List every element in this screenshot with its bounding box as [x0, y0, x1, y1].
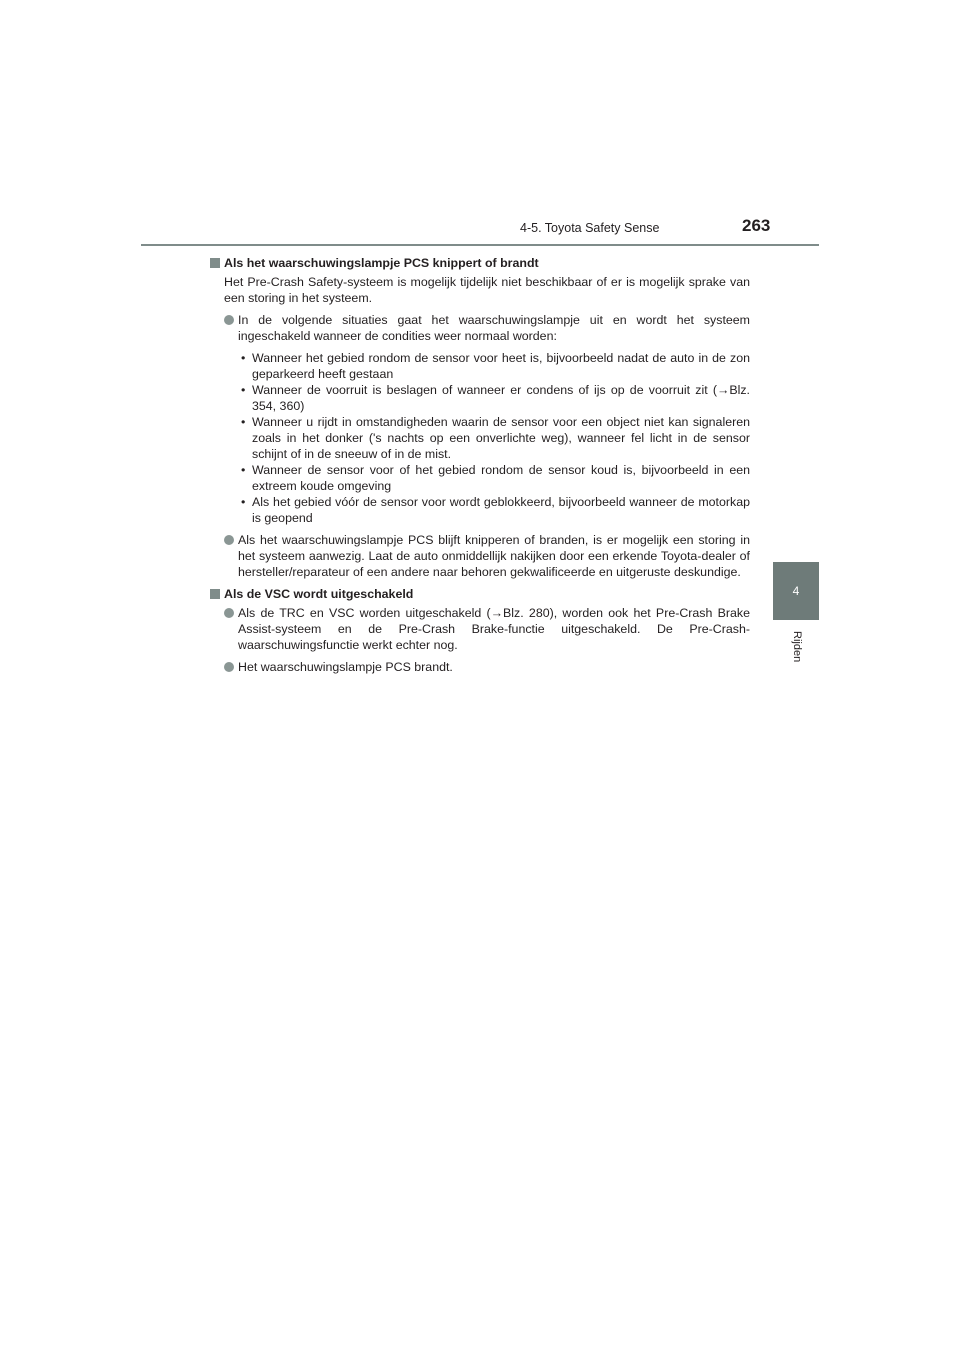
- section-heading: Als de VSC wordt uitgeschakeld: [210, 586, 750, 602]
- chapter-tab: [773, 562, 819, 620]
- sub-list: [210, 350, 750, 526]
- dot-bullet-icon: •: [241, 415, 246, 429]
- dot-bullet-icon: •: [241, 495, 246, 509]
- dot-bullet-icon: •: [241, 383, 246, 397]
- list-item: Het waarschuwingslampje PCS brandt.: [210, 659, 750, 675]
- circle-bullet-icon: [224, 662, 234, 672]
- dot-bullet-icon: •: [241, 463, 246, 477]
- sub-list-item: • Wanneer het gebied rondom de sensor voor heet is, bijvoorbeeld nadat de auto in de zon geparkeerd heeft gestaan: [241, 351, 750, 381]
- page-number: 263: [742, 216, 771, 235]
- square-bullet-icon: [210, 589, 220, 599]
- circle-bullet-icon: [224, 315, 234, 325]
- sub-list-item: • Wanneer de sensor voor of het gebied rondom de sensor koud is, bijvoorbeeld in een extreem koude omgeving: [241, 463, 750, 493]
- circle-bullet-icon: [224, 535, 234, 545]
- list-item: Als het waarschuwingslampje PCS blijft knipperen of branden, is er mogelijk een storing in het systeem aanwezig. Laat de auto onmiddellijk nakijken door een erkende Toyota-dealer of hersteller/reparateur of een andere naar behoren gekwalificeerde en uitgeruste deskundige.: [210, 532, 750, 580]
- circle-bullet-icon: [224, 608, 234, 618]
- sub-list-item: • Als het gebied vóór de sensor voor wordt geblokkeerd, bijvoorbeeld wanneer de motorkap is geopend: [241, 495, 750, 525]
- square-bullet-icon: [210, 258, 220, 268]
- sub-list-item: • Wanneer de voorruit is beslagen of wanneer er condens of ijs op de voorruit zit (→Blz. 354, 360): [241, 383, 750, 413]
- section-intro: Het Pre-Crash Safety-systeem is mogelijk tijdelijk niet beschikbaar of er is mogelijk sprake van een storing in het systeem.: [224, 275, 750, 305]
- list-item: In de volgende situaties gaat het waarschuwingslampje uit en wordt het systeem ingeschakeld wanneer de condities weer normaal worden:: [210, 312, 750, 344]
- running-header-section: 4-5. Toyota Safety Sense: [520, 221, 660, 235]
- section-heading: Als het waarschuwingslampje PCS knippert of brandt: [210, 255, 750, 271]
- page-content: [210, 255, 750, 681]
- chapter-label: Rijden: [791, 631, 803, 663]
- chapter-number: 4: [792, 584, 800, 598]
- list-item: Als de TRC en VSC worden uitgeschakeld (→Blz. 280), worden ook het Pre-Crash Brake Assist-systeem en de Pre-Crash Brake-functie uitgeschakeld. De Pre-Crash-waarschuwingsfunctie werkt echter nog.: [210, 605, 750, 653]
- sub-list-item: • Wanneer u rijdt in omstandigheden waarin de sensor voor een object niet kan signaleren zoals in het donker ('s nachts op een onverlichte weg), wanneer fel licht in de sensor schijnt of in de sneeuw of in de mist.: [241, 415, 750, 461]
- dot-bullet-icon: •: [241, 351, 246, 365]
- header-divider: [141, 244, 819, 246]
